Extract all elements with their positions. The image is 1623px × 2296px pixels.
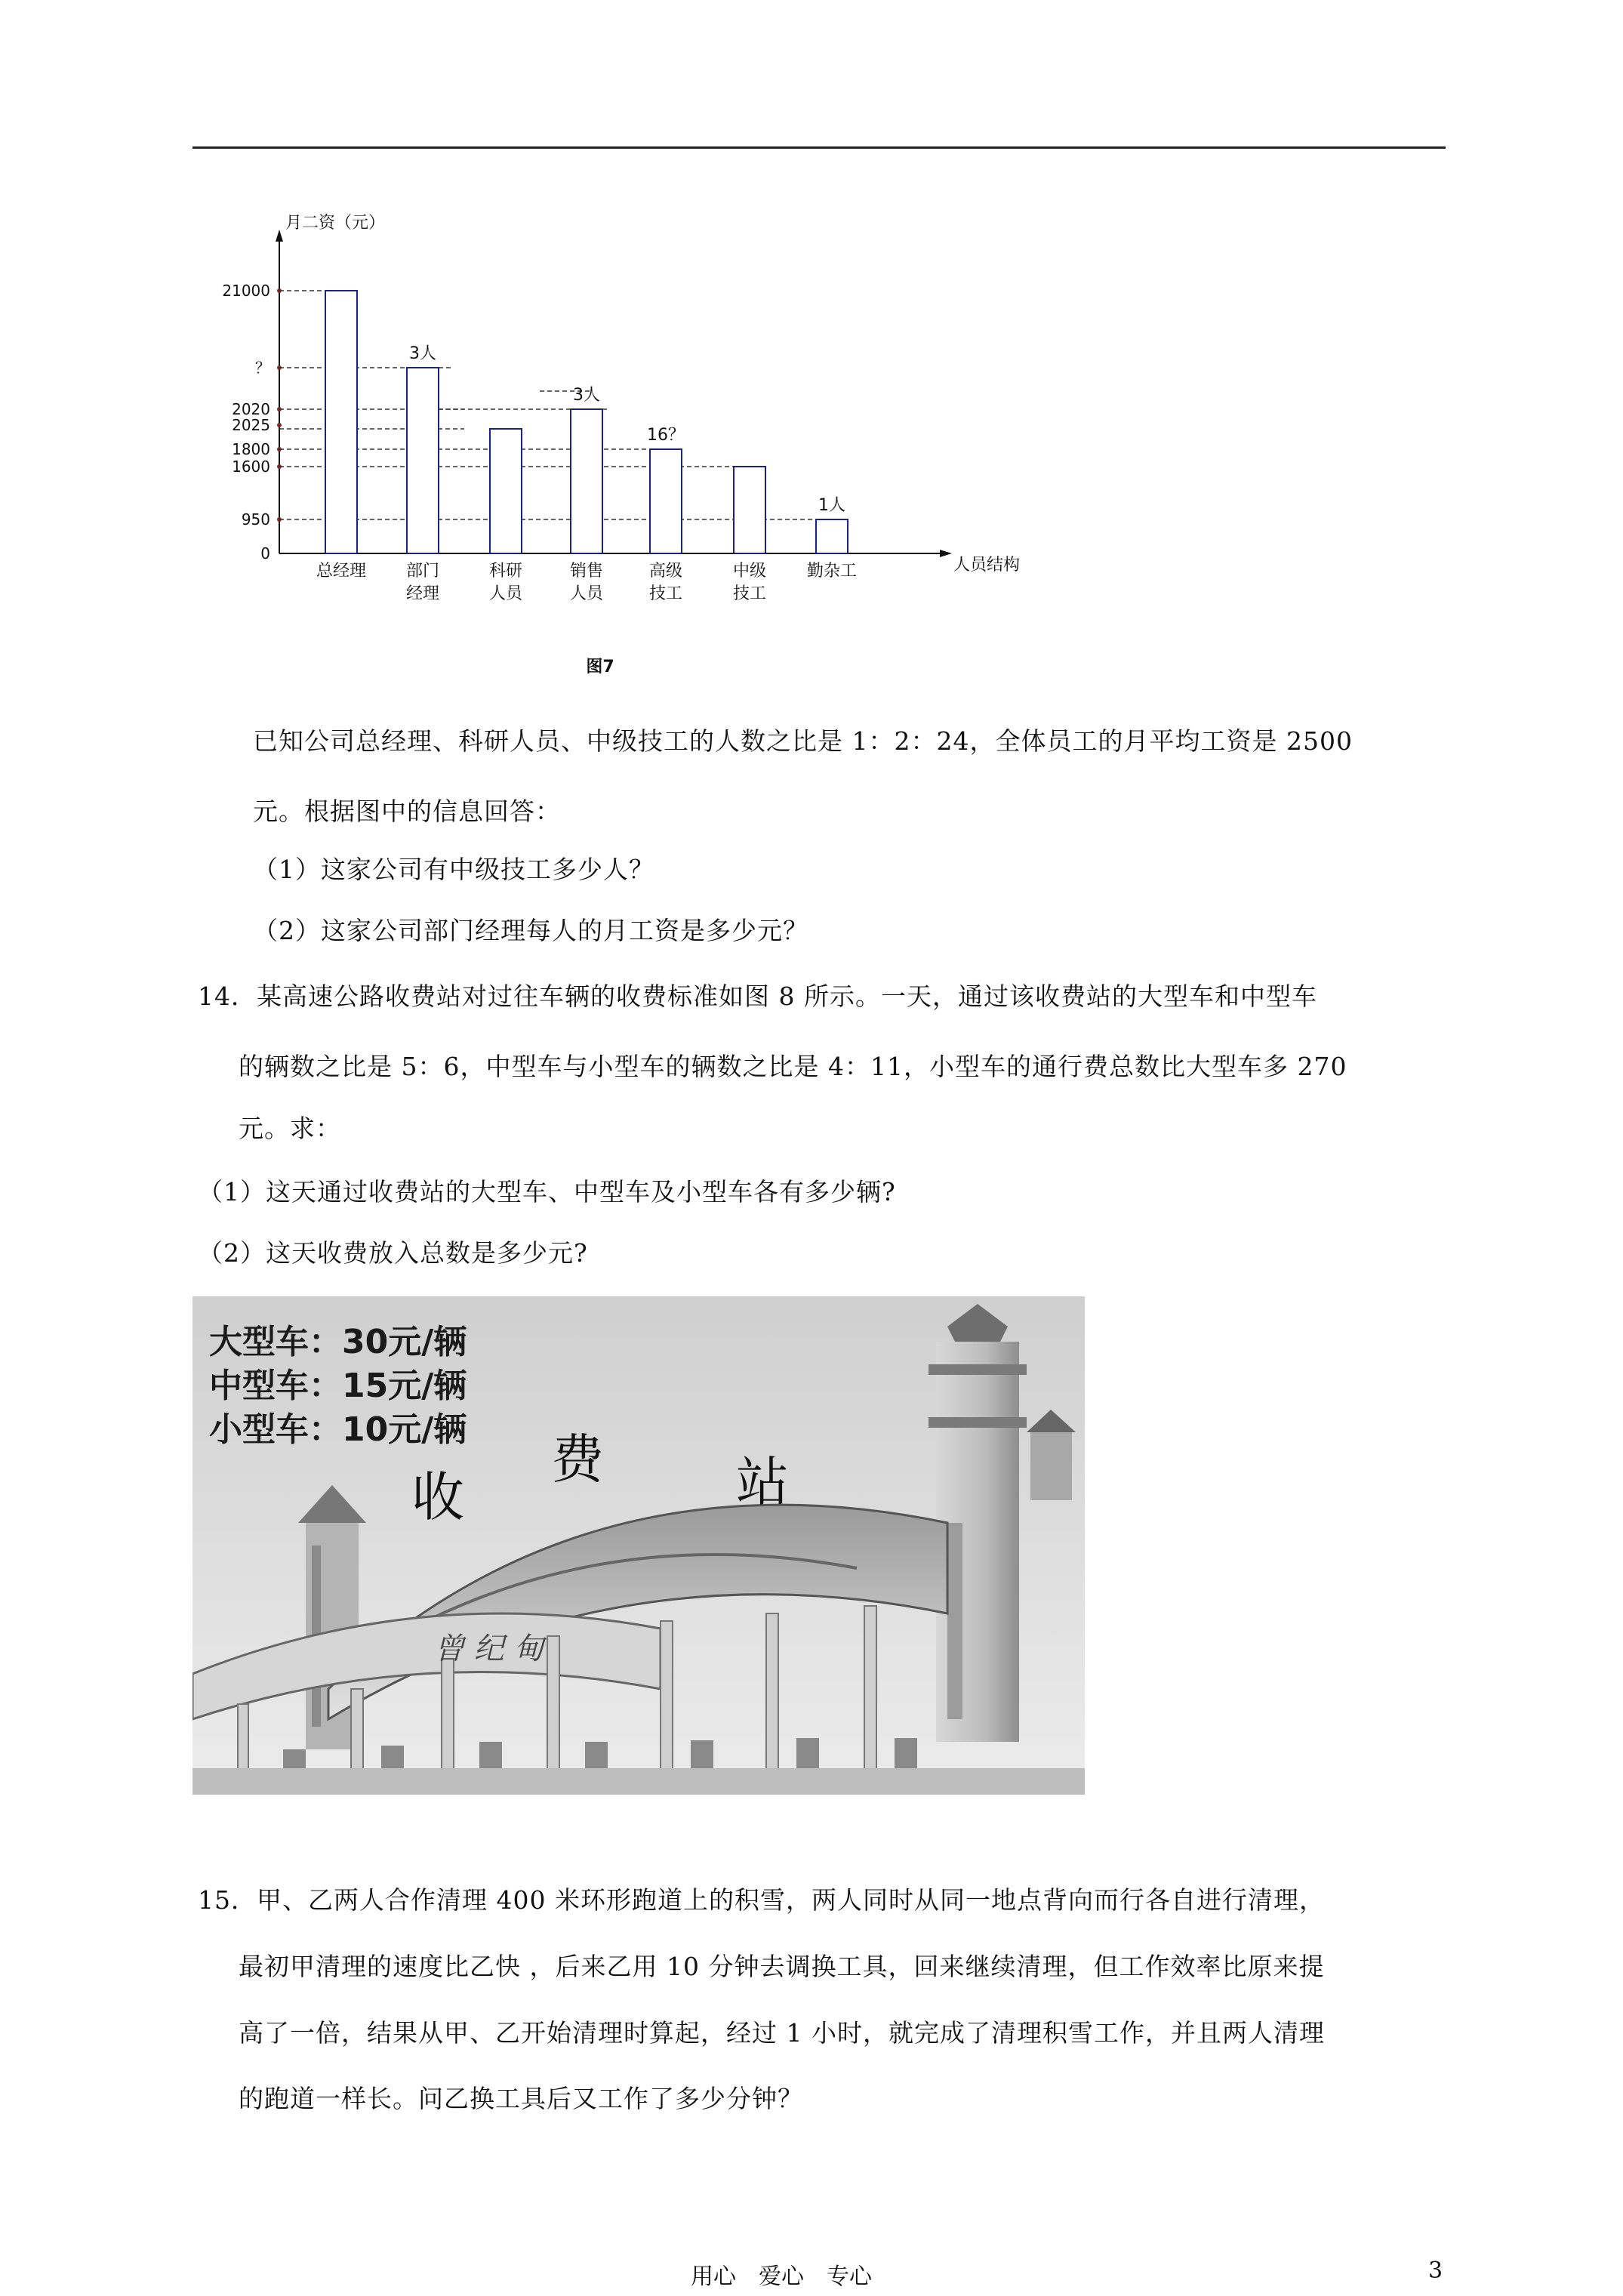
page-number: 3	[1428, 2257, 1443, 2284]
price-large-vehicle: 大型车：30元/辆	[209, 1323, 467, 1361]
category-label: 销售	[569, 562, 604, 581]
category-label: 技工	[648, 584, 683, 603]
problem-14-line1: 14．某高速公路收费站对过往车辆的收费标准如图 8 所示。一天，通过该收费站的大型车和中型车	[198, 982, 1317, 1011]
bar-data-label: 1人	[818, 496, 845, 515]
toll-station-photo	[192, 1296, 1085, 1795]
bar-data-label: 3人	[409, 344, 436, 363]
problem-13-question-2: （2）这家公司部门经理每人的月工资是多少元？	[253, 916, 808, 945]
price-small-vehicle: 小型车：10元/辆	[209, 1410, 467, 1449]
bar	[490, 429, 522, 553]
y-tick-label: 2025	[232, 416, 270, 434]
sign-char-2: 费	[551, 1428, 604, 1490]
y-tick-label: 950	[241, 510, 270, 529]
problem-14-question-2: （2）这天收费放入总数是多少元?	[198, 1238, 588, 1268]
toll-station-illustration	[192, 1296, 1085, 1795]
problem-14-line3: 元。求：	[239, 1114, 341, 1143]
category-label: 高级	[648, 562, 683, 581]
y-tick-label: ？	[255, 359, 270, 377]
bar	[325, 291, 357, 553]
problem-14-question-1: （1）这天通过收费站的大型车、中型车及小型车各有多少辆?	[198, 1177, 896, 1207]
category-label: 技工	[732, 584, 767, 603]
category-label: 总经理	[316, 562, 367, 581]
y-tick-label: 1600	[232, 458, 270, 476]
bar	[407, 368, 439, 553]
y-tick-label: 21000	[222, 282, 270, 300]
problem-13-question-1: （1）这家公司有中级技工多少人？	[253, 855, 654, 884]
category-label: 科研	[488, 562, 523, 581]
price-medium-vehicle: 中型车：15元/辆	[209, 1367, 467, 1405]
bar	[650, 449, 682, 553]
figure-caption: 图7	[586, 658, 614, 676]
y-axis-arrow	[276, 230, 283, 242]
category-label: 部门	[405, 562, 440, 581]
x-axis-arrow	[940, 550, 952, 557]
problem-13-intro-line1: 已知公司总经理、科研人员、中级技工的人数之比是 1：2：24，全体员工的月平均工资是 2500	[253, 726, 1353, 756]
header-rule	[192, 146, 1446, 149]
category-label: 中级	[732, 562, 767, 581]
bar-data-label: 3人	[573, 386, 600, 405]
problem-13-intro-line2: 元。根据图中的信息回答：	[253, 797, 561, 826]
y-tick-dot	[277, 423, 282, 427]
category-label: 人员	[569, 584, 604, 603]
problem-14-line2: 的辆数之比是 5：6，中型车与小型车的辆数之比是 4：11，小型车的通行费总数比大型车多 270	[239, 1052, 1347, 1081]
footer-motto: 用心 爱心 专心	[691, 2264, 872, 2290]
category-label: 人员	[488, 584, 523, 603]
y-tick-label: 1800	[232, 440, 270, 458]
sign-char-1: 收	[411, 1466, 464, 1528]
category-label: 经理	[405, 584, 440, 603]
problem-15-line4: 的跑道一样长。问乙换工具后又工作了多少分钟？	[239, 2084, 803, 2113]
bar	[571, 409, 602, 553]
problem-15-line2: 最初甲清理的速度比乙快 ，后来乙用 10 分钟去调换工具，回来继续清理，但工作效率比原来提	[239, 1952, 1325, 1981]
bar-data-label: 16？	[647, 426, 685, 445]
salary-bar-chart	[192, 204, 1023, 680]
y-tick-label: 0	[260, 544, 270, 562]
bar	[734, 467, 765, 553]
y-tick-label: 2020	[232, 400, 270, 418]
problem-15-line3: 高了一倍，结果从甲、乙开始清理时算起，经过 1 小时，就完成了清理积雪工作，并且两人清理	[239, 2018, 1325, 2048]
bar	[816, 519, 848, 553]
y-axis-label: 月二资（元）	[285, 214, 386, 233]
x-axis-label: 人员结构	[953, 556, 1021, 575]
category-label: 勤杂工	[806, 562, 858, 581]
sign-char-3: 站	[736, 1451, 789, 1513]
canopy-plate-text: 曾 纪 甸	[434, 1632, 544, 1666]
problem-15-line1: 15．甲、乙两人合作清理 400 米环形跑道上的积雪，两人同时从同一地点背向而行各自进行清理，	[198, 1885, 1325, 1915]
